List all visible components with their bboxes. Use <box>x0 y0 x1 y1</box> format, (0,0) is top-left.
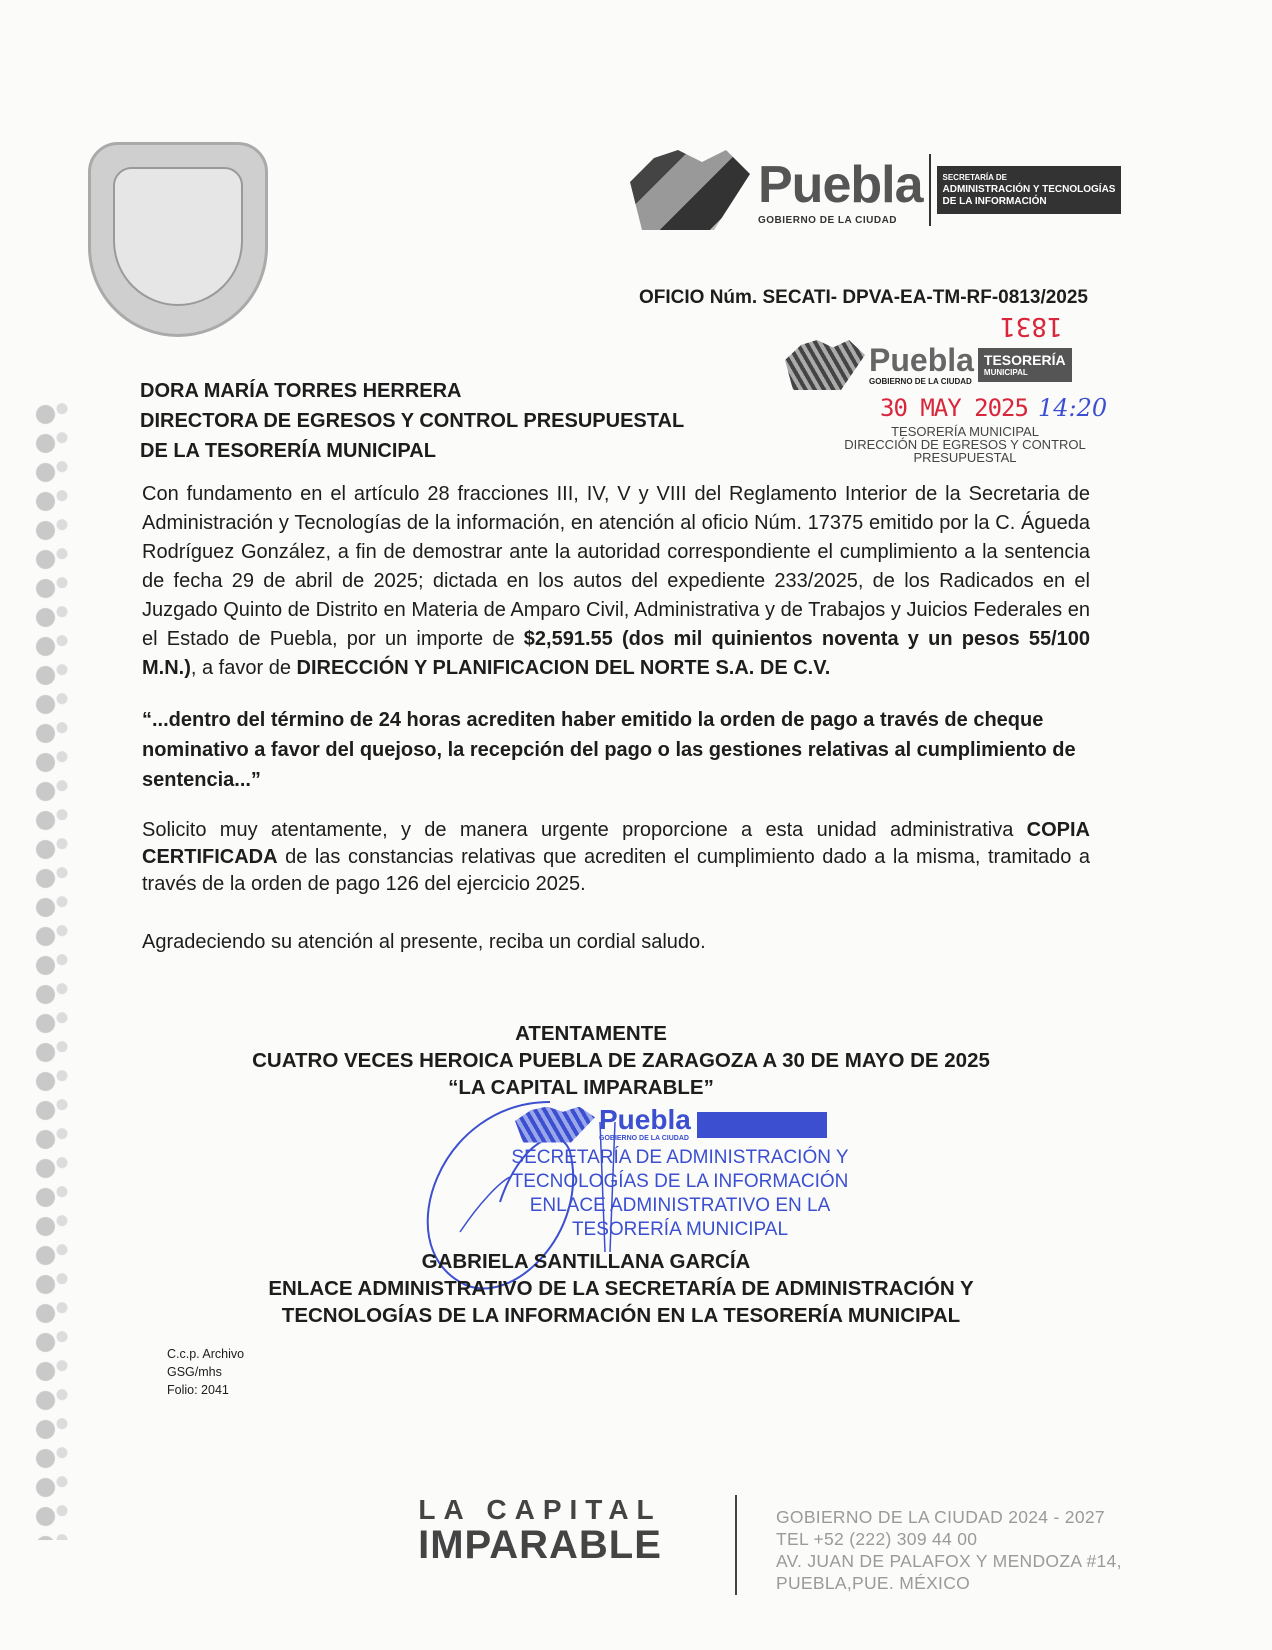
stamp-line: SECRETARÍA DE ADMINISTRACIÓN Y <box>511 1147 849 1168</box>
reception-stamp: 1831 Puebla GOBIERNO DE LA CIUDAD TESORERÍA MUNICIPAL 30 MAY 2025 14:20 TESORERÍA MUNICIPAL DIRECCIÓN DE EGRESOS Y CONTROL PRESUPUESTAL <box>785 312 1125 464</box>
sentence-quote: “...dentro del término de 24 horas acrediten haber emitido la orden de pago a través de cheque nominativo a favor del quejoso, la recepción del pago o las gestiones relativas al cumplimiento de sentencia...” <box>142 709 1076 791</box>
folio-number: 1831 <box>1000 311 1063 341</box>
stamp-line: TECNOLOGÍAS DE LA INFORMACIÓN <box>511 1171 849 1192</box>
addressee-block <box>140 376 684 466</box>
signer-title: TECNOLOGÍAS DE LA INFORMACIÓN EN LA TESORERÍA MUNICIPAL <box>281 1304 961 1327</box>
reception-line: TESORERÍA MUNICIPAL <box>891 424 1039 439</box>
signature-stamp: Puebla GOBIERNO DE LA CIUDAD SECRETARÍA DE ADMINISTRACIÓN Y TECNOLOGÍAS DE LA INFORMACIÓN ENLACE ADMINISTRATIVO EN LA TESORERÍA MUNICIPAL <box>400 1082 860 1242</box>
signer-name: GABRIELA SANTILLANA GARCÍA <box>421 1250 751 1273</box>
la-capital-imparable-logo: LA CAPITAL IMPARABLE <box>418 1494 662 1567</box>
body-paragraph-3: Agradeciendo su atención al presente, reciba un cordial saludo. <box>142 931 706 953</box>
decorative-side-border <box>18 400 73 1540</box>
footer-contact: GOBIERNO DE LA CIUDAD 2024 - 2027 TEL +52 (222) 309 44 00 AV. JUAN DE PALAFOX Y MENDOZA #14, PUEBLA,PUE. MÉXICO <box>776 1507 1122 1593</box>
reception-time: 14:20 <box>1037 394 1108 422</box>
body-paragraph-1: Con fundamento en el artículo 28 fracciones III, IV, V y VIII del Reglamento Interior de la Secretaria de Administración y Tecnologías de la información, en atención al oficio Núm. 17375 emitido por la C. Águeda Rodríguez González, a fin de demostrar ante la autoridad correspondiente el cumplimiento a la sentencia de fecha 29 de abril de 2025; dictada en los autos del expediente 233/2025, de los Radicados en el Juzgado Quinto de Distrito en Materia de Amparo Civil, Administrativa y de Trabajos y Juicios Federales en el Estado de Puebla, por un importe de $2,591.55 (dos mil quinientos noventa y un pesos 55/100 M.N.), a favor de DIRECCIÓN Y PLANIFICACION DEL NORTE S.A. DE C.V. <box>142 483 1090 679</box>
letter-body <box>142 480 1090 957</box>
city-seal-logo <box>88 142 268 337</box>
closing-line: CUATRO VECES HEROICA PUEBLA DE ZARAGOZA A 30 DE MAYO DE 2025 <box>252 1049 990 1072</box>
closing-line: “LA CAPITAL IMPARABLE” <box>448 1076 714 1099</box>
city-emblem-icon <box>785 340 865 390</box>
addressee-title: DIRECTORA DE EGRESOS Y CONTROL PRESUPUESTAL <box>140 410 685 432</box>
secati-dept-label: SECRETARÍA DE ADMINISTRACIÓN Y TECNOLOGÍAS DE LA INFORMACIÓN <box>937 166 1122 214</box>
reception-line: DIRECCIÓN DE EGRESOS Y CONTROL <box>844 437 1086 452</box>
city-emblem-icon <box>630 150 750 230</box>
ccp-line: GSG/mhs <box>167 1365 222 1379</box>
closing-line: ATENTAMENTE <box>515 1022 667 1045</box>
ccp-block <box>167 1345 244 1399</box>
oficio-number: OFICIO Núm. SECATI- DPVA-EA-TM-RF-0813/2025 <box>638 287 1088 308</box>
addressee-name: DORA MARÍA TORRES HERRERA <box>140 380 462 402</box>
stamp-line: TESORERÍA MUNICIPAL <box>571 1219 789 1240</box>
city-emblem-icon <box>515 1107 595 1143</box>
reception-line: PRESUPUESTAL <box>913 450 1017 465</box>
signer-block <box>0 1248 1272 1329</box>
logo-brand: Puebla <box>758 155 923 214</box>
logo-subtitle: GOBIERNO DE LA CIUDAD <box>758 214 898 226</box>
stamp-line: ENLACE ADMINISTRATIVO EN LA <box>529 1195 831 1216</box>
ccp-line: C.c.p. Archivo <box>167 1347 245 1361</box>
addressee-title: DE LA TESORERÍA MUNICIPAL <box>140 440 436 462</box>
reception-date: 30 MAY 2025 <box>880 394 1028 422</box>
amount: $2,591.55 (dos mil quinientos noventa y un pesos 55/100 M.N.) <box>142 628 1090 679</box>
footer-divider <box>735 1495 737 1595</box>
body-paragraph-2: Solicito muy atentamente, y de manera urgente proporcione a esta unidad administrativa COPIA CERTIFICADA de las constancias relativas que acrediten el cumplimiento dado a la misma, tramitado a través de la orden de pago 126 del ejercicio 2025. <box>142 819 1090 895</box>
ccp-line: Folio: 2041 <box>167 1383 229 1397</box>
signer-title: ENLACE ADMINISTRATIVO DE LA SECRETARÍA DE ADMINISTRACIÓN Y <box>268 1277 974 1300</box>
beneficiary: DIRECCIÓN Y PLANIFICACION DEL NORTE S.A. DE C.V. <box>296 657 831 679</box>
puebla-secati-logo <box>630 150 1121 230</box>
